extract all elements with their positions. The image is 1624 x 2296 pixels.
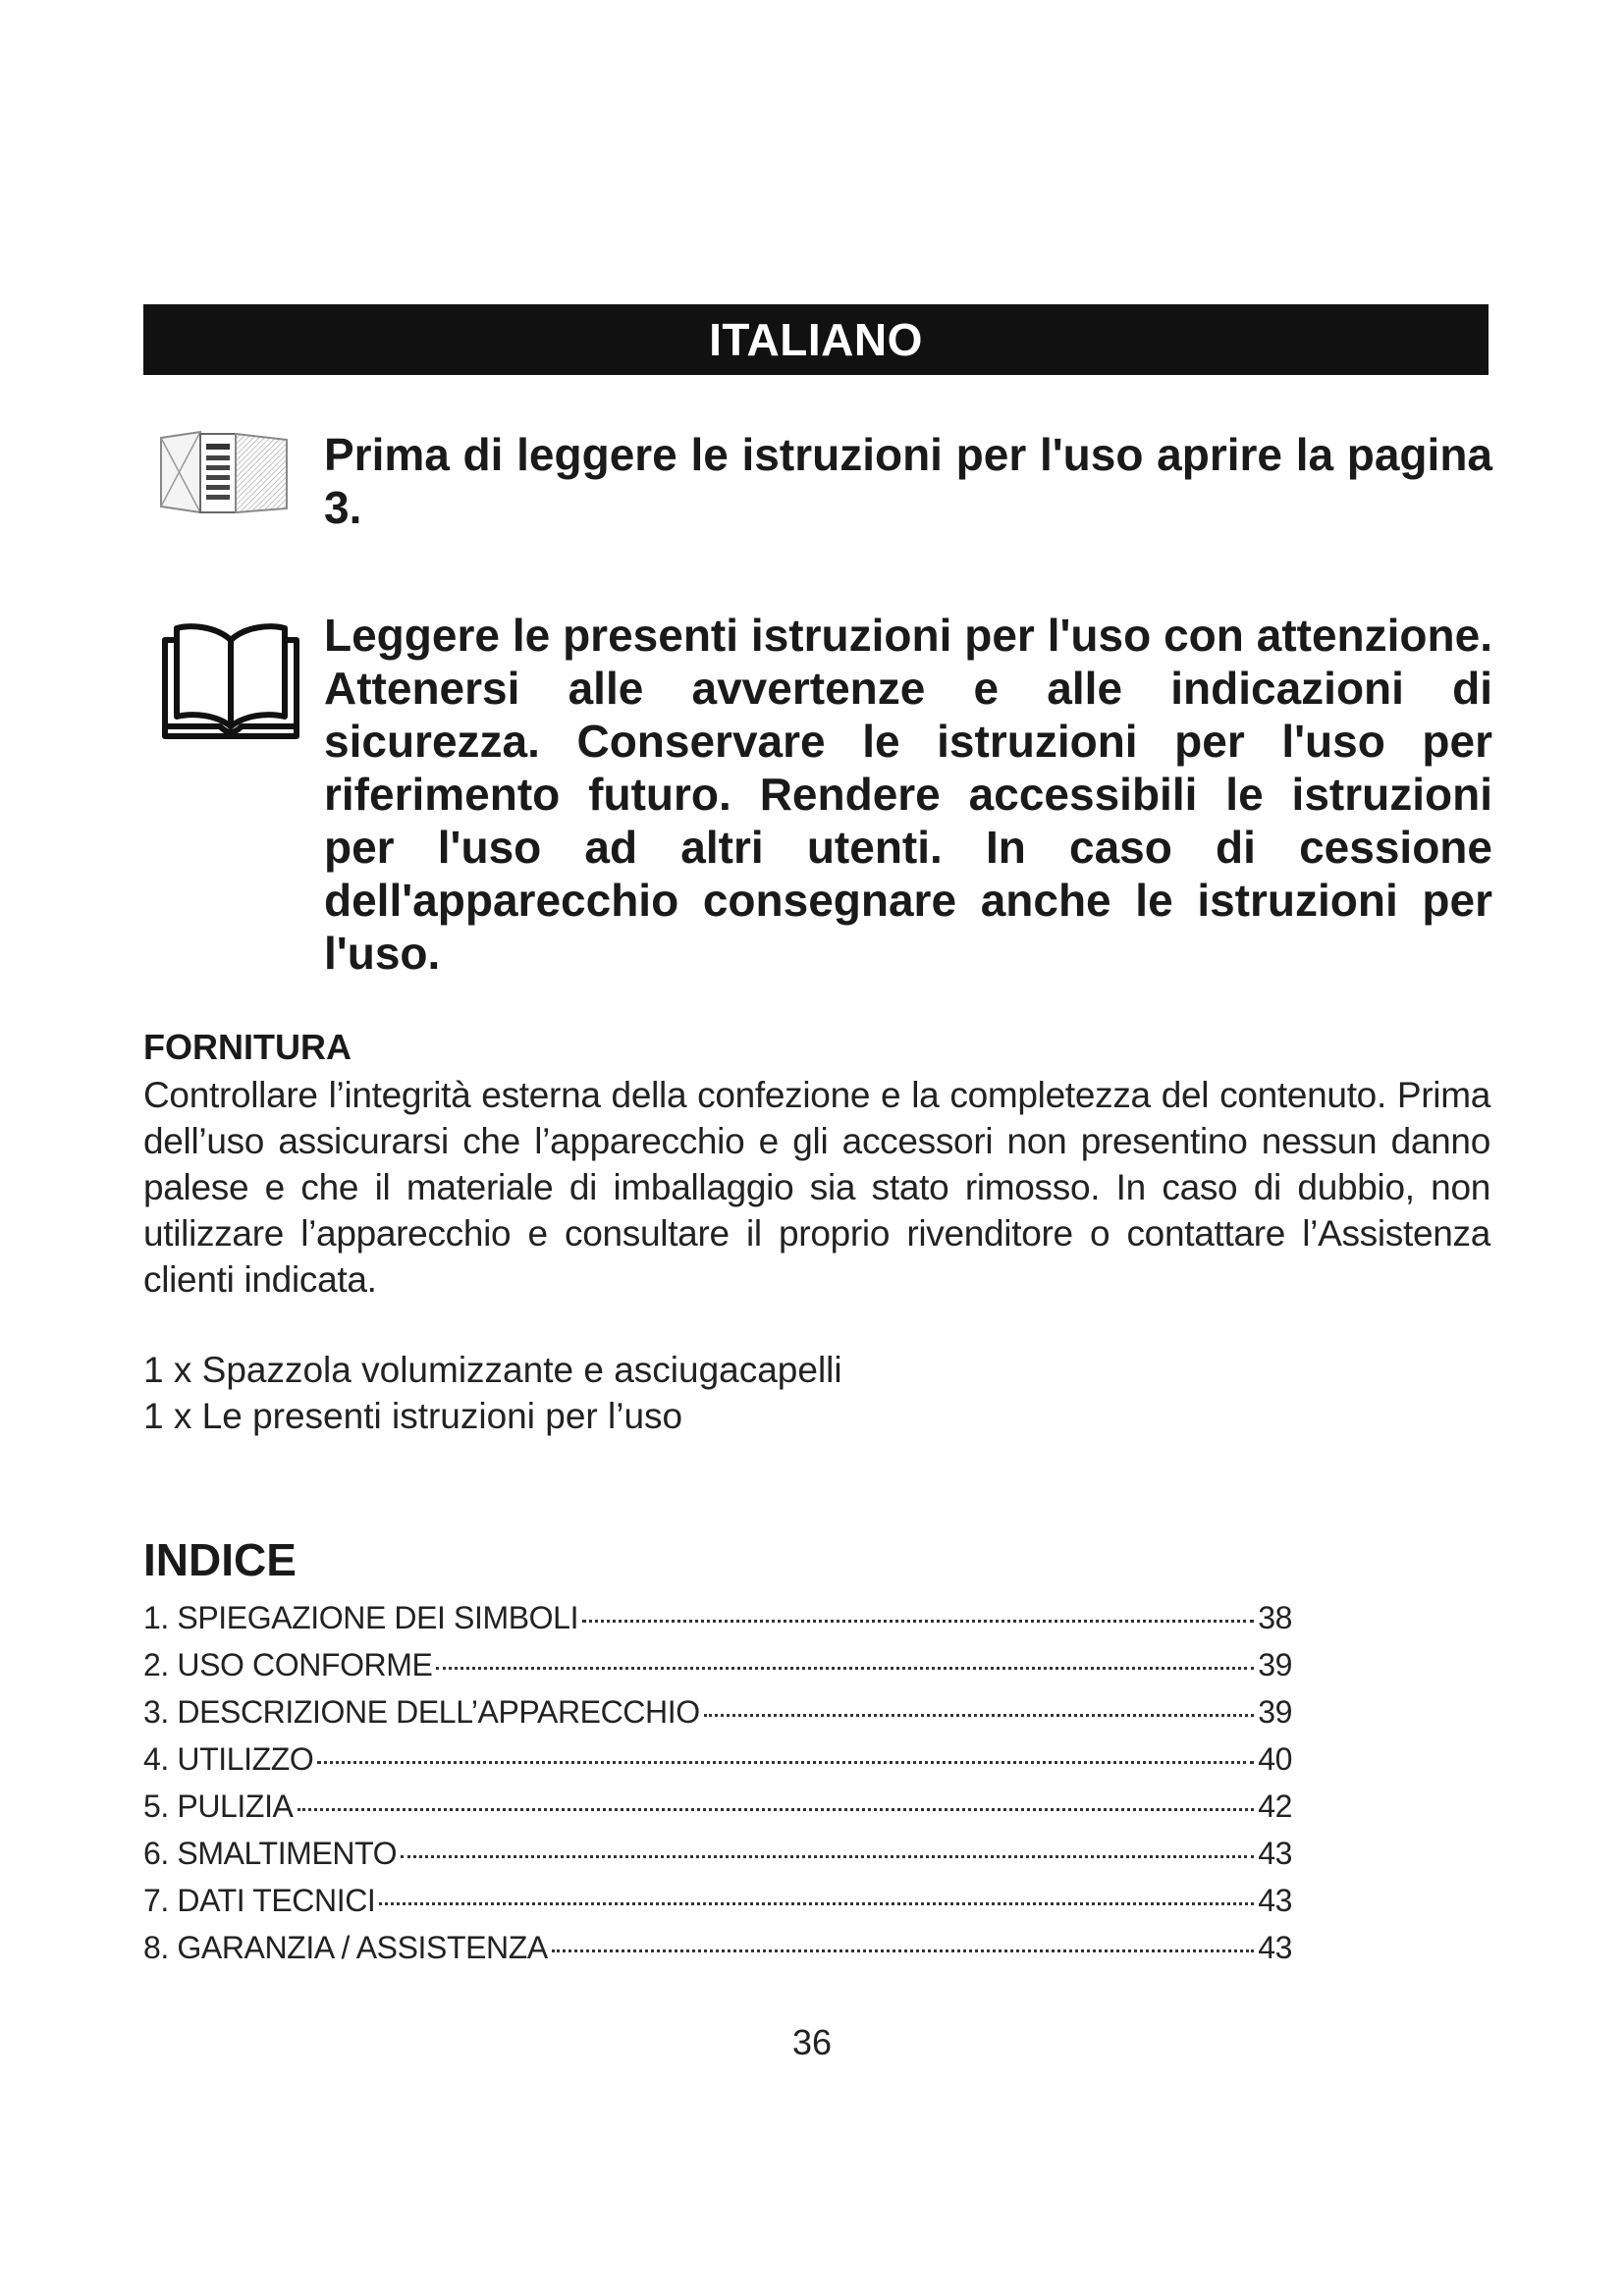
package-contents-list (143, 1347, 842, 1439)
toc-entry-page: 38 (1258, 1600, 1292, 1635)
toc-entry[interactable] (143, 1600, 1292, 1647)
notice-read-instructions-text: Leggere le presenti istruzioni per l'uso con attenzione. Attenersi alle avvertenze e alle indicazioni di sicurezza. Conservare le istruzioni per l'uso per riferimento futuro. Rendere accessibili le istruzioni per l'uso ad altri utenti. In caso di cessione dell'apparecchio consegnare anche le istruzioni per l'uso. (324, 610, 1492, 979)
toc-leader-dots (298, 1808, 1255, 1811)
toc-entry-page: 43 (1258, 1836, 1292, 1871)
language-header-bar (143, 304, 1489, 375)
toc-leader-dots (552, 1949, 1254, 1952)
notice-open-page (157, 428, 1492, 534)
toc-entry-label: 3. DESCRIZIONE DELL’APPARECCHIO (143, 1694, 700, 1730)
toc-leader-dots (704, 1714, 1254, 1717)
toc-leader-dots (317, 1761, 1254, 1764)
toc-entry[interactable] (143, 1836, 1292, 1883)
toc-entry-page: 42 (1258, 1789, 1292, 1824)
toc-entry-page: 43 (1258, 1930, 1292, 1965)
language-title: ITALIANO (709, 314, 923, 365)
toc-entry-page: 40 (1258, 1741, 1292, 1777)
toc-entry-page: 39 (1258, 1694, 1292, 1730)
toc-leader-dots (582, 1620, 1254, 1623)
toc-entry[interactable] (143, 1741, 1292, 1789)
toc-entry[interactable] (143, 1930, 1292, 1977)
toc-entry-label: 8. GARANZIA / ASSISTENZA (143, 1930, 548, 1965)
toc-entry-label: 6. SMALTIMENTO (143, 1836, 398, 1871)
toc-entry-label: 1. SPIEGAZIONE DEI SIMBOLI (143, 1600, 579, 1635)
list-item: 1 x Le presenti istruzioni per l’uso (143, 1396, 683, 1436)
list-item: 1 x Spazzola volumizzante e asciugacapelli (143, 1350, 842, 1390)
toc-entry[interactable] (143, 1694, 1292, 1741)
toc-entry-page: 43 (1258, 1883, 1292, 1918)
notice-open-page-text: Prima di leggere le istruzioni per l'uso aprire la pagina 3. (324, 429, 1492, 533)
toc-entry-label: 4. UTILIZZO (143, 1741, 314, 1777)
toc-entry-label: 7. DATI TECNICI (143, 1883, 376, 1918)
toc-entry-label: 2. USO CONFORME (143, 1647, 433, 1682)
toc-leader-dots (401, 1855, 1254, 1858)
toc-entry[interactable] (143, 1789, 1292, 1836)
open-book-icon (157, 609, 324, 980)
supply-body: Controllare l’integrità esterna della confezione e la completezza del contenuto. Prima dell’uso assicurarsi che l’apparecchio e gli accessori non presentino nessun danno palese e che il materiale di imballaggio sia stato rimosso. In caso di dubbio, non utilizzare l’apparecchio e consultare il proprio rivenditore o contattare l’Assistenza clienti indicata. (143, 1075, 1490, 1300)
index-title: INDICE (143, 1534, 297, 1585)
page-number: 36 (791, 2022, 833, 2062)
toc-entry[interactable] (143, 1647, 1292, 1694)
notice-read-instructions (157, 609, 1492, 980)
toc-entry-page: 39 (1258, 1647, 1292, 1682)
supply-heading: FORNITURA (143, 1027, 352, 1067)
toc-leader-dots (379, 1902, 1254, 1905)
toc-entry-label: 5. PULIZIA (143, 1789, 294, 1824)
fold-out-page-icon (157, 428, 324, 534)
table-of-contents (143, 1600, 1292, 1977)
toc-leader-dots (436, 1667, 1254, 1670)
toc-entry[interactable] (143, 1883, 1292, 1930)
